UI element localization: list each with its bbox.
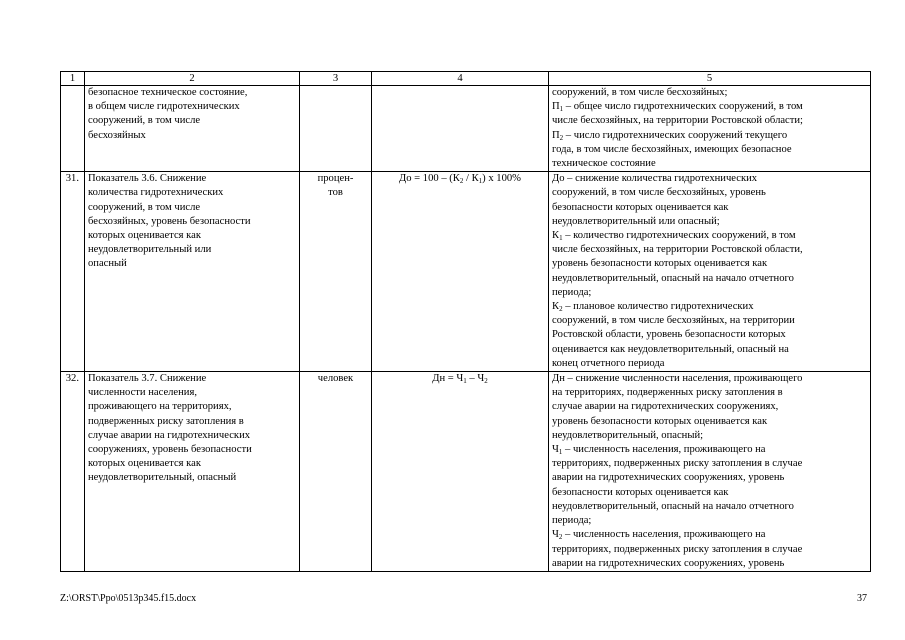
subscript: 2 (558, 533, 563, 542)
row-number-cell (61, 372, 85, 572)
subscript: 2 (484, 377, 488, 386)
indicator-name-line: бесхозяйных, уровень безопасности (88, 215, 251, 227)
indicator-table (60, 71, 871, 572)
description-line: Ростовской области, уровень безопасности которых (552, 329, 786, 341)
formula-line: До = $100 - (К_2 / К_1)$ x 100% (398, 173, 522, 186)
header-cell-col-2: 2 (85, 72, 300, 86)
footer-file-path: Z:\ORST\Ppo\0513p345.f15.docx (60, 593, 197, 604)
description-cell (549, 86, 871, 172)
unit-cell (300, 86, 372, 172)
subscript: 2 (559, 305, 563, 314)
description-line: безопасности которых оценивается как (552, 201, 729, 213)
description-line: До – снижение количества гидротехнических (552, 173, 758, 185)
indicator-name-line: Показатель 3.6. Снижение (88, 173, 207, 185)
indicator-name-line: неудовлетворительный, опасный (88, 472, 237, 484)
description-line: $Ч_1$ – численность населения, проживающего на (552, 444, 766, 457)
header-cell-col-3: 3 (300, 72, 372, 86)
indicator-name-line: подверженных риску затопления в (88, 415, 244, 427)
formula-cell (372, 172, 549, 372)
description-line: аварии на гидротехнических сооружениях, уровень (552, 472, 785, 484)
table-row (61, 172, 871, 372)
indicator-name-cell (85, 172, 300, 372)
indicator-name-line: проживающего на территориях, (88, 401, 232, 413)
description-line: неудовлетворительный, опасный; (552, 429, 704, 441)
indicator-name-line: сооружений, в том числе (88, 115, 201, 127)
indicator-name-line: бесхозяйных (88, 129, 146, 141)
description-line: неудовлетворительный, опасный на начало отчетного (552, 500, 794, 512)
description-line: $П_2$ – число гидротехнических сооружений текущего (552, 129, 788, 142)
description-line: $К_2$ – плановое количество гидротехнических (552, 301, 754, 314)
description-line: уровень безопасности которых оценивается как (552, 415, 768, 427)
row-number-line: 31. (65, 173, 79, 185)
description-cell (549, 372, 871, 572)
indicator-name-line: безопасное техническое состояние, (88, 87, 248, 98)
table-row (61, 86, 871, 172)
indicator-name-line: опасный (88, 258, 127, 270)
unit-line: человек (317, 373, 354, 385)
unit-line: тов (328, 187, 343, 199)
subscript: 2 (459, 177, 464, 186)
table-header-row (61, 72, 871, 86)
description-line: сооружений, в том числе бесхозяйных, на территории (552, 315, 795, 327)
description-line: неудовлетворительный, опасный на начало отчетного (552, 272, 794, 284)
description-line: $П_1$ – общее число гидротехнических сооружений, в том (552, 101, 803, 114)
description-line: $Ч_2$ – численность населения, проживающего на (552, 529, 766, 542)
indicator-name-line: неудовлетворительный или (88, 244, 212, 256)
description-line: аварии на гидротехнических сооружениях, уровень (552, 557, 785, 569)
table-row (61, 372, 871, 572)
indicator-name-line: в общем числе гидротехнических (88, 101, 240, 113)
formula-line: Дн = $Ч_1 - Ч_2$ (432, 373, 488, 386)
header-cell-col-5: 5 (549, 72, 871, 86)
description-line: года, в том числе бесхозяйных, имеющих безопасное (552, 143, 792, 155)
description-line: уровень безопасности которых оценивается как (552, 258, 768, 270)
indicator-name-line: которых оценивается как (88, 230, 202, 242)
indicator-name-cell (85, 86, 300, 172)
indicator-name-line: Показатель 3.7. Снижение (88, 373, 207, 385)
row-number-line: 32. (65, 373, 79, 385)
description-line: числе бесхозяйных, на территории Ростовской области; (552, 115, 803, 127)
formula-cell (372, 372, 549, 572)
indicator-name-line: которых оценивается как (88, 458, 202, 470)
indicator-name-line: сооружениях, уровень безопасности (88, 444, 252, 456)
description-line: территориях, подверженных риску затопления в случае (552, 458, 803, 470)
unit-line: процен- (317, 173, 354, 185)
unit-cell (300, 372, 372, 572)
description-line: техническое состояние (552, 158, 656, 170)
subscript: 1 (478, 177, 483, 186)
subscript: 2 (559, 133, 564, 142)
description-line: безопасности которых оценивается как (552, 486, 729, 498)
header-cell-col-4: 4 (372, 72, 549, 86)
indicator-name-cell (85, 372, 300, 572)
subscript: 1 (559, 105, 564, 114)
description-line: территориях, подверженных риску затопления в случае (552, 543, 803, 555)
subscript: 1 (558, 448, 563, 457)
description-line: $К_1$ – количество гидротехнических сооружений, в том (552, 230, 796, 243)
description-line: сооружений, в том числе бесхозяйных, уровень (552, 187, 766, 199)
indicator-name-line: сооружений, в том числе (88, 201, 201, 213)
description-line: конец отчетного периода (552, 357, 665, 369)
description-line: сооружений, в том числе бесхозяйных; (552, 87, 728, 98)
indicator-name-line: количества гидротехнических (88, 187, 224, 199)
description-line: на территориях, подверженных риску затопления в (552, 387, 783, 399)
description-line: периода; (552, 286, 592, 298)
subscript: 1 (463, 377, 467, 386)
description-line: неудовлетворительный или опасный; (552, 215, 720, 227)
unit-cell (300, 172, 372, 372)
footer-page-number: 37 (857, 593, 867, 604)
description-line: оценивается как неудовлетворительный, опасный на (552, 343, 789, 355)
row-number-cell (61, 86, 85, 172)
description-line: Дн – снижение численности населения, проживающего (552, 373, 803, 385)
description-line: числе бесхозяйных, на территории Ростовской области, (552, 244, 803, 256)
description-line: периода; (552, 515, 592, 527)
subscript: 1 (559, 234, 563, 243)
indicator-name-line: случае аварии на гидротехнических (88, 429, 251, 441)
formula-cell (372, 86, 549, 172)
table-body (61, 72, 871, 572)
row-number-cell (61, 172, 85, 372)
description-cell (549, 172, 871, 372)
description-line: случае аварии на гидротехнических сооружениях, (552, 401, 779, 413)
indicator-name-line: численности населения, (88, 387, 197, 399)
header-cell-col-1: 1 (61, 72, 85, 86)
